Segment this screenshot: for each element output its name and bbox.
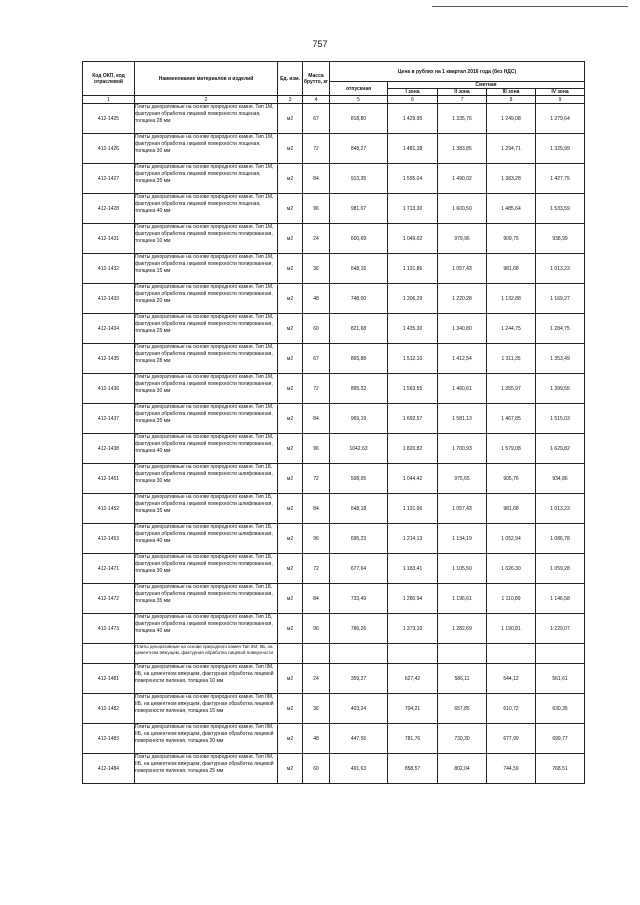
row-release-price: 1042,63 bbox=[330, 434, 388, 464]
row-code: 412-1483 bbox=[83, 724, 135, 754]
row-mass: 72 bbox=[303, 134, 330, 164]
row-zone-2-price: 1 340,80 bbox=[438, 314, 487, 344]
row-zone-1-price: 627,42 bbox=[388, 664, 438, 694]
row-zone-1-price: 1 595,04 bbox=[388, 164, 438, 194]
row-name-text: Плиты декоративные на основе природного камня. Тип 1М, фактурная обработка лицевой поверхности полированная, толщина 35 мм bbox=[135, 404, 274, 424]
row-zone-3-price: 1 132,88 bbox=[487, 284, 536, 314]
table-row bbox=[83, 464, 585, 494]
row-zone-1-price: 1 481,38 bbox=[388, 134, 438, 164]
row-zone-3-price: 1 355,97 bbox=[487, 374, 536, 404]
row-unit: м2 bbox=[278, 374, 303, 404]
row-mass: 67 bbox=[303, 104, 330, 134]
row-name bbox=[135, 254, 278, 284]
row-zone-2-price: 1 105,50 bbox=[438, 554, 487, 584]
row-code: 412-1435 bbox=[83, 344, 135, 374]
row-code: 412-1437 bbox=[83, 404, 135, 434]
row-name bbox=[135, 464, 278, 494]
row-zone-2-price: 1 490,02 bbox=[438, 164, 487, 194]
row-zone-1-price: 781,76 bbox=[388, 724, 438, 754]
table-row bbox=[83, 314, 585, 344]
col-number: 7 bbox=[438, 96, 487, 104]
table-row bbox=[83, 374, 585, 404]
row-unit: м2 bbox=[278, 104, 303, 134]
table-row bbox=[83, 724, 585, 754]
row-name bbox=[135, 104, 278, 134]
row-release-price: 733,49 bbox=[330, 584, 388, 614]
row-zone-4-price: 699,77 bbox=[536, 724, 585, 754]
col-number: 9 bbox=[536, 96, 585, 104]
row-release-price: 695,23 bbox=[330, 524, 388, 554]
row-name-text: Плиты декоративные на основе природного камня. Тип 1Б, фактурная обработка лицевой поверхности шлифованная, толщина 40 мм bbox=[135, 524, 273, 544]
row-mass: 84 bbox=[303, 584, 330, 614]
row-release-price: 818,80 bbox=[330, 104, 388, 134]
row-zone-2-price: 1 057,43 bbox=[438, 254, 487, 284]
row-zone-2-price: 1 581,13 bbox=[438, 404, 487, 434]
row-code: 412-1436 bbox=[83, 374, 135, 404]
header-unit: Ед. изм. bbox=[278, 62, 303, 96]
row-mass: 72 bbox=[303, 464, 330, 494]
row-zone-2-price: 1 282,69 bbox=[438, 614, 487, 644]
table-row bbox=[83, 134, 585, 164]
row-release-price: 403,24 bbox=[330, 694, 388, 724]
row-zone-2-price: 1 412,54 bbox=[438, 344, 487, 374]
column-number-row bbox=[83, 96, 585, 104]
row-name bbox=[135, 754, 278, 784]
header-zone-4: IV зона bbox=[536, 89, 585, 96]
row-release-price: 895,32 bbox=[330, 374, 388, 404]
row-name bbox=[135, 374, 278, 404]
header-name: Наименование материалов и изделий bbox=[135, 62, 278, 96]
row-code: 412-1426 bbox=[83, 134, 135, 164]
row-zone-4-price: 1 533,59 bbox=[536, 194, 585, 224]
row-name-text: Плиты декоративные на основе природного камня. Тип IIМ, IIБ, на цементном вяжущем, фактурная обработка лицевой поверхности пиленая, толщина 10 мм bbox=[135, 664, 274, 684]
row-zone-4-price: 1 169,27 bbox=[536, 284, 585, 314]
row-code: 412-1425 bbox=[83, 104, 135, 134]
row-code: 412-1432 bbox=[83, 254, 135, 284]
row-zone-4-price: 768,51 bbox=[536, 754, 585, 784]
row-mass: 72 bbox=[303, 554, 330, 584]
row-zone-3-price: 1 383,28 bbox=[487, 164, 536, 194]
row-name-text: Плиты декоративные на основе природного камня Тип IIМ, IIБ, на цементном вяжущем, фактурная обработка лицевой поверхности bbox=[135, 644, 274, 655]
row-zone-1-price: 1 183,41 bbox=[388, 554, 438, 584]
row-name-text: Плиты декоративные на основе природного камня. Тип 1М, фактурная обработка лицевой поверхности полированная, толщина 25 мм bbox=[135, 314, 274, 334]
row-zone-1-price: 1 044,42 bbox=[388, 464, 438, 494]
row-code: 412-1472 bbox=[83, 584, 135, 614]
header-release: отпускная bbox=[330, 82, 388, 96]
row-mass: 84 bbox=[303, 164, 330, 194]
row-release-price: 786,26 bbox=[330, 614, 388, 644]
row-unit: м2 bbox=[278, 254, 303, 284]
row-zone-1-price: 1 563,55 bbox=[388, 374, 438, 404]
row-zone-4-price: 1 229,07 bbox=[536, 614, 585, 644]
row-mass: 84 bbox=[303, 404, 330, 434]
table-row bbox=[83, 554, 585, 584]
row-name bbox=[135, 694, 278, 724]
row-name-text: Плиты декоративные на основе природного камня. Тип 1Б, фактурная обработка лицевой поверхности полированная, толщина 35 мм bbox=[135, 584, 273, 604]
row-name-text: Плиты декоративные на основе природного камня. Тип 1Б, фактурная обработка лицевой поверхности полированная, толщина 30 мм bbox=[135, 554, 273, 574]
row-zone-4-price: 561,61 bbox=[536, 664, 585, 694]
row-zone-4-price: 1 086,78 bbox=[536, 524, 585, 554]
row-zone-1-price: 1 280,94 bbox=[388, 584, 438, 614]
row-zone-4-price: 630,35 bbox=[536, 694, 585, 724]
row-code: 412-1438 bbox=[83, 434, 135, 464]
header-price-group: Цена в рублях на 1 квартал 2016 года (без НДС) bbox=[330, 62, 585, 82]
row-name-text: Плиты декоративные на основе природного камня. Тип IIМ, IIБ, на цементном вяжущем, фактурная обработка лицевой поверхности пиленая, толщина 20 мм bbox=[135, 724, 274, 744]
row-unit: м2 bbox=[278, 164, 303, 194]
row-zone-3-price: 1 579,08 bbox=[487, 434, 536, 464]
row-name-text: Плиты декоративные на основе природного камня. Тип IIМ, IIБ, на цементном вяжущем, фактурная обработка лицевой поверхности пиленая, толщина 25 мм bbox=[135, 754, 274, 774]
row-zone-3-price: 905,76 bbox=[487, 464, 536, 494]
row-name bbox=[135, 724, 278, 754]
row-zone-1-price: 1 131,86 bbox=[388, 254, 438, 284]
row-zone-3-price: 1 311,35 bbox=[487, 344, 536, 374]
row-release-price: 913,35 bbox=[330, 164, 388, 194]
table-row bbox=[83, 524, 585, 554]
header-zone-1: I зона bbox=[388, 89, 438, 96]
row-zone-2-price: 586,11 bbox=[438, 664, 487, 694]
page-number: 757 bbox=[312, 39, 328, 49]
row-code: 412-1484 bbox=[83, 754, 135, 784]
row-name bbox=[135, 404, 278, 434]
row-name-text: Плиты декоративные на основе природного камня. Тип IIМ, IIБ, на цементном вяжущем, фактурная обработка лицевой поверхности пиленая, толщина 15 мм bbox=[135, 694, 274, 714]
row-name-text: Плиты декоративные на основе природного камня. Тип 1М, фактурная обработка лицевой поверхности полированная, толщина 20 мм bbox=[135, 284, 274, 304]
row-name bbox=[135, 284, 278, 314]
table-row bbox=[83, 344, 585, 374]
row-name bbox=[135, 434, 278, 464]
row-unit: м2 bbox=[278, 194, 303, 224]
row-code: 412-1452 bbox=[83, 494, 135, 524]
row-code: 412-1427 bbox=[83, 164, 135, 194]
row-zone-4-price: 1 353,49 bbox=[536, 344, 585, 374]
row-unit: м2 bbox=[278, 134, 303, 164]
row-release-price: 648,16 bbox=[330, 254, 388, 284]
row-zone-1-price: 1 306,29 bbox=[388, 284, 438, 314]
top-rule bbox=[432, 6, 628, 7]
row-name-text: Плиты декоративные на основе природного камня. Тип 1М, фактурная обработка лицевой поверхности лощеная, толщина 30 мм bbox=[135, 134, 274, 154]
row-zone-2-price: 1 383,85 bbox=[438, 134, 487, 164]
row-unit: м2 bbox=[278, 554, 303, 584]
row-zone-1-price: 858,57 bbox=[388, 754, 438, 784]
row-name-text: Плиты декоративные на основе природного камня. Тип 1М, фактурная обработка лицевой поверхности лощеная, толщина 40 мм bbox=[135, 194, 274, 214]
row-unit: м2 bbox=[278, 434, 303, 464]
row-zone-1-price: 1 429,95 bbox=[388, 104, 438, 134]
row-name bbox=[135, 494, 278, 524]
row-name bbox=[135, 664, 278, 694]
row-name bbox=[135, 554, 278, 584]
row-zone-2-price: 1 600,50 bbox=[438, 194, 487, 224]
row-mass: 60 bbox=[303, 754, 330, 784]
table-row bbox=[83, 284, 585, 314]
row-mass: 96 bbox=[303, 434, 330, 464]
table-row bbox=[83, 404, 585, 434]
row-name-text: Плиты декоративные на основе природного камня. Тип 1Б, фактурная обработка лицевой поверхности полированная, толщина 40 мм bbox=[135, 614, 273, 634]
row-zone-4-price bbox=[536, 644, 585, 664]
row-name-text: Плиты декоративные на основе природного камня. Тип 1М, фактурная обработка лицевой поверхности полированная, толщина 10 мм bbox=[135, 224, 274, 244]
col-number: 8 bbox=[487, 96, 536, 104]
row-name-text: Плиты декоративные на основе природного камня. Тип 1Б, фактурная обработка лицевой поверхности шлифованная, толщина 30 мм bbox=[135, 464, 273, 484]
row-zone-2-price: 975,65 bbox=[438, 464, 487, 494]
row-zone-1-price: 1 373,10 bbox=[388, 614, 438, 644]
row-zone-2-price: 979,96 bbox=[438, 224, 487, 254]
row-zone-2-price: 657,85 bbox=[438, 694, 487, 724]
col-number: 4 bbox=[303, 96, 330, 104]
row-name-text: Плиты декоративные на основе природного камня. Тип 1М, фактурная обработка лицевой поверхности полированная, толщина 28 мм bbox=[135, 344, 274, 364]
row-release-price: 748,00 bbox=[330, 284, 388, 314]
row-code: 412-1428 bbox=[83, 194, 135, 224]
row-zone-2-price: 802,04 bbox=[438, 754, 487, 784]
row-zone-3-price bbox=[487, 644, 536, 664]
row-release-price: 359,27 bbox=[330, 664, 388, 694]
row-zone-3-price: 1 467,85 bbox=[487, 404, 536, 434]
row-mass: 60 bbox=[303, 314, 330, 344]
row-zone-3-price: 1 110,89 bbox=[487, 584, 536, 614]
row-zone-4-price: 934,86 bbox=[536, 464, 585, 494]
table-row bbox=[83, 584, 585, 614]
row-zone-4-price: 1 427,75 bbox=[536, 164, 585, 194]
row-mass: 48 bbox=[303, 724, 330, 754]
row-zone-2-price: 1 134,19 bbox=[438, 524, 487, 554]
row-unit: м2 bbox=[278, 314, 303, 344]
row-name bbox=[135, 524, 278, 554]
table-row bbox=[83, 694, 585, 724]
row-release-price: 600,69 bbox=[330, 224, 388, 254]
row-unit: м2 bbox=[278, 344, 303, 374]
col-number: 6 bbox=[388, 96, 438, 104]
row-code: 412-1434 bbox=[83, 314, 135, 344]
row-release-price bbox=[330, 644, 388, 664]
price-table bbox=[82, 61, 585, 784]
row-release-price: 969,19 bbox=[330, 404, 388, 434]
row-zone-2-price: 1 335,76 bbox=[438, 104, 487, 134]
row-release-price: 677,64 bbox=[330, 554, 388, 584]
table-row bbox=[83, 194, 585, 224]
row-zone-1-price: 1 820,82 bbox=[388, 434, 438, 464]
col-number: 2 bbox=[135, 96, 278, 104]
row-zone-4-price: 1 515,03 bbox=[536, 404, 585, 434]
header-estimate: Сметная bbox=[388, 82, 585, 89]
row-name-text: Плиты декоративные на основе природного камня. Тип 1М, фактурная обработка лицевой поверхности полированная, толщина 40 мм bbox=[135, 434, 274, 454]
row-zone-3-price: 1 249,08 bbox=[487, 104, 536, 134]
row-zone-3-price: 1 244,75 bbox=[487, 314, 536, 344]
row-unit: м2 bbox=[278, 464, 303, 494]
table-row bbox=[83, 754, 585, 784]
row-zone-3-price: 677,99 bbox=[487, 724, 536, 754]
row-zone-3-price: 981,68 bbox=[487, 254, 536, 284]
row-zone-1-price: 704,21 bbox=[388, 694, 438, 724]
row-mass: 24 bbox=[303, 664, 330, 694]
table-row bbox=[83, 224, 585, 254]
table-row bbox=[83, 644, 585, 664]
row-zone-2-price: 1 196,61 bbox=[438, 584, 487, 614]
col-number: 5 bbox=[330, 96, 388, 104]
row-release-price: 447,56 bbox=[330, 724, 388, 754]
row-name bbox=[135, 224, 278, 254]
row-unit: м2 bbox=[278, 724, 303, 754]
row-unit: м2 bbox=[278, 664, 303, 694]
row-zone-1-price bbox=[388, 644, 438, 664]
row-zone-3-price: 1 190,81 bbox=[487, 614, 536, 644]
row-release-price: 981,07 bbox=[330, 194, 388, 224]
row-release-price: 648,18 bbox=[330, 494, 388, 524]
header-zone-3: III зона bbox=[487, 89, 536, 96]
row-zone-3-price: 1 485,64 bbox=[487, 194, 536, 224]
row-unit bbox=[278, 644, 303, 664]
row-mass: 84 bbox=[303, 494, 330, 524]
row-zone-4-price: 1 013,23 bbox=[536, 494, 585, 524]
row-mass bbox=[303, 644, 330, 664]
row-zone-1-price: 1 131,96 bbox=[388, 494, 438, 524]
row-unit: м2 bbox=[278, 224, 303, 254]
row-unit: м2 bbox=[278, 694, 303, 724]
row-zone-2-price bbox=[438, 644, 487, 664]
row-zone-3-price: 1 294,71 bbox=[487, 134, 536, 164]
row-unit: м2 bbox=[278, 584, 303, 614]
table-row bbox=[83, 254, 585, 284]
table-row bbox=[83, 664, 585, 694]
row-release-price: 848,27 bbox=[330, 134, 388, 164]
row-mass: 96 bbox=[303, 614, 330, 644]
row-name bbox=[135, 344, 278, 374]
header-code: Код ОКП, код отраслевой bbox=[83, 62, 135, 96]
table-row bbox=[83, 164, 585, 194]
row-zone-2-price: 1 057,43 bbox=[438, 494, 487, 524]
row-code: 412-1482 bbox=[83, 694, 135, 724]
row-zone-1-price: 1 692,57 bbox=[388, 404, 438, 434]
row-zone-4-price: 1 629,82 bbox=[536, 434, 585, 464]
row-unit: м2 bbox=[278, 524, 303, 554]
table-row bbox=[83, 434, 585, 464]
row-name bbox=[135, 614, 278, 644]
row-zone-3-price: 1 026,30 bbox=[487, 554, 536, 584]
row-mass: 48 bbox=[303, 284, 330, 314]
header-mass: Масса брутто, кг bbox=[303, 62, 330, 96]
table-row bbox=[83, 494, 585, 524]
row-name bbox=[135, 314, 278, 344]
row-zone-4-price: 938,99 bbox=[536, 224, 585, 254]
row-code: 412-1433 bbox=[83, 284, 135, 314]
row-code: 412-1471 bbox=[83, 554, 135, 584]
row-zone-1-price: 1 512,10 bbox=[388, 344, 438, 374]
row-zone-2-price: 1 220,28 bbox=[438, 284, 487, 314]
row-code: 412-1481 bbox=[83, 664, 135, 694]
row-zone-1-price: 1 435,30 bbox=[388, 314, 438, 344]
row-zone-3-price: 981,68 bbox=[487, 494, 536, 524]
row-unit: м2 bbox=[278, 754, 303, 784]
row-zone-4-price: 1 279,64 bbox=[536, 104, 585, 134]
row-zone-3-price: 1 052,94 bbox=[487, 524, 536, 554]
row-zone-2-price: 730,30 bbox=[438, 724, 487, 754]
row-name-text: Плиты декоративные на основе природного камня. Тип 1Б, фактурная обработка лицевой поверхности шлифованная, толщина 35 мм bbox=[135, 494, 273, 514]
row-mass: 96 bbox=[303, 524, 330, 554]
row-mass: 72 bbox=[303, 374, 330, 404]
row-unit: м2 bbox=[278, 404, 303, 434]
row-name-text: Плиты декоративные на основе природного камня. Тип 1М, фактурная обработка лицевой поверхности полированная, толщина 15 мм bbox=[135, 254, 274, 274]
col-number: 3 bbox=[278, 96, 303, 104]
row-mass: 36 bbox=[303, 694, 330, 724]
row-name bbox=[135, 164, 278, 194]
row-name-text: Плиты декоративные на основе природного камня. Тип 1М, фактурная обработка лицевой поверхности лощеная, толщина 35 мм bbox=[135, 164, 274, 184]
row-code: 412-1431 bbox=[83, 224, 135, 254]
row-unit: м2 bbox=[278, 494, 303, 524]
row-code: 412-1473 bbox=[83, 614, 135, 644]
row-name bbox=[135, 134, 278, 164]
row-release-price: 821,68 bbox=[330, 314, 388, 344]
row-zone-4-price: 1 284,75 bbox=[536, 314, 585, 344]
row-zone-2-price: 1 700,93 bbox=[438, 434, 487, 464]
row-zone-1-price: 1 049,02 bbox=[388, 224, 438, 254]
row-release-price: 491,63 bbox=[330, 754, 388, 784]
table-body bbox=[83, 104, 585, 784]
row-name-text: Плиты декоративные на основе природного камня. Тип 1М, фактурная обработка лицевой поверхности лощеная, толщина 28 мм bbox=[135, 104, 274, 124]
col-number: 1 bbox=[83, 96, 135, 104]
row-code: 412-1453 bbox=[83, 524, 135, 554]
row-unit: м2 bbox=[278, 284, 303, 314]
row-mass: 36 bbox=[303, 254, 330, 284]
row-zone-3-price: 544,12 bbox=[487, 664, 536, 694]
row-release-price: 598,05 bbox=[330, 464, 388, 494]
row-zone-2-price: 1 460,61 bbox=[438, 374, 487, 404]
row-code bbox=[83, 644, 135, 664]
row-unit: м2 bbox=[278, 614, 303, 644]
row-zone-4-price: 1 059,28 bbox=[536, 554, 585, 584]
row-release-price: 865,88 bbox=[330, 344, 388, 374]
row-zone-4-price: 1 325,99 bbox=[536, 134, 585, 164]
row-zone-3-price: 744,59 bbox=[487, 754, 536, 784]
row-zone-3-price: 610,72 bbox=[487, 694, 536, 724]
row-name bbox=[135, 194, 278, 224]
row-zone-3-price: 909,75 bbox=[487, 224, 536, 254]
row-mass: 96 bbox=[303, 194, 330, 224]
header-zone-2: II зона bbox=[438, 89, 487, 96]
row-code: 412-1451 bbox=[83, 464, 135, 494]
row-mass: 67 bbox=[303, 344, 330, 374]
row-zone-1-price: 1 214,13 bbox=[388, 524, 438, 554]
row-name bbox=[135, 584, 278, 614]
table-row bbox=[83, 614, 585, 644]
row-zone-4-price: 1 146,58 bbox=[536, 584, 585, 614]
row-name bbox=[135, 644, 278, 664]
row-name-text: Плиты декоративные на основе природного камня. Тип 1М, фактурная обработка лицевой поверхности полированная, толщина 30 мм bbox=[135, 374, 274, 394]
table-row bbox=[83, 104, 585, 134]
row-zone-4-price: 1 399,55 bbox=[536, 374, 585, 404]
row-zone-4-price: 1 013,23 bbox=[536, 254, 585, 284]
row-mass: 24 bbox=[303, 224, 330, 254]
row-zone-1-price: 1 713,30 bbox=[388, 194, 438, 224]
